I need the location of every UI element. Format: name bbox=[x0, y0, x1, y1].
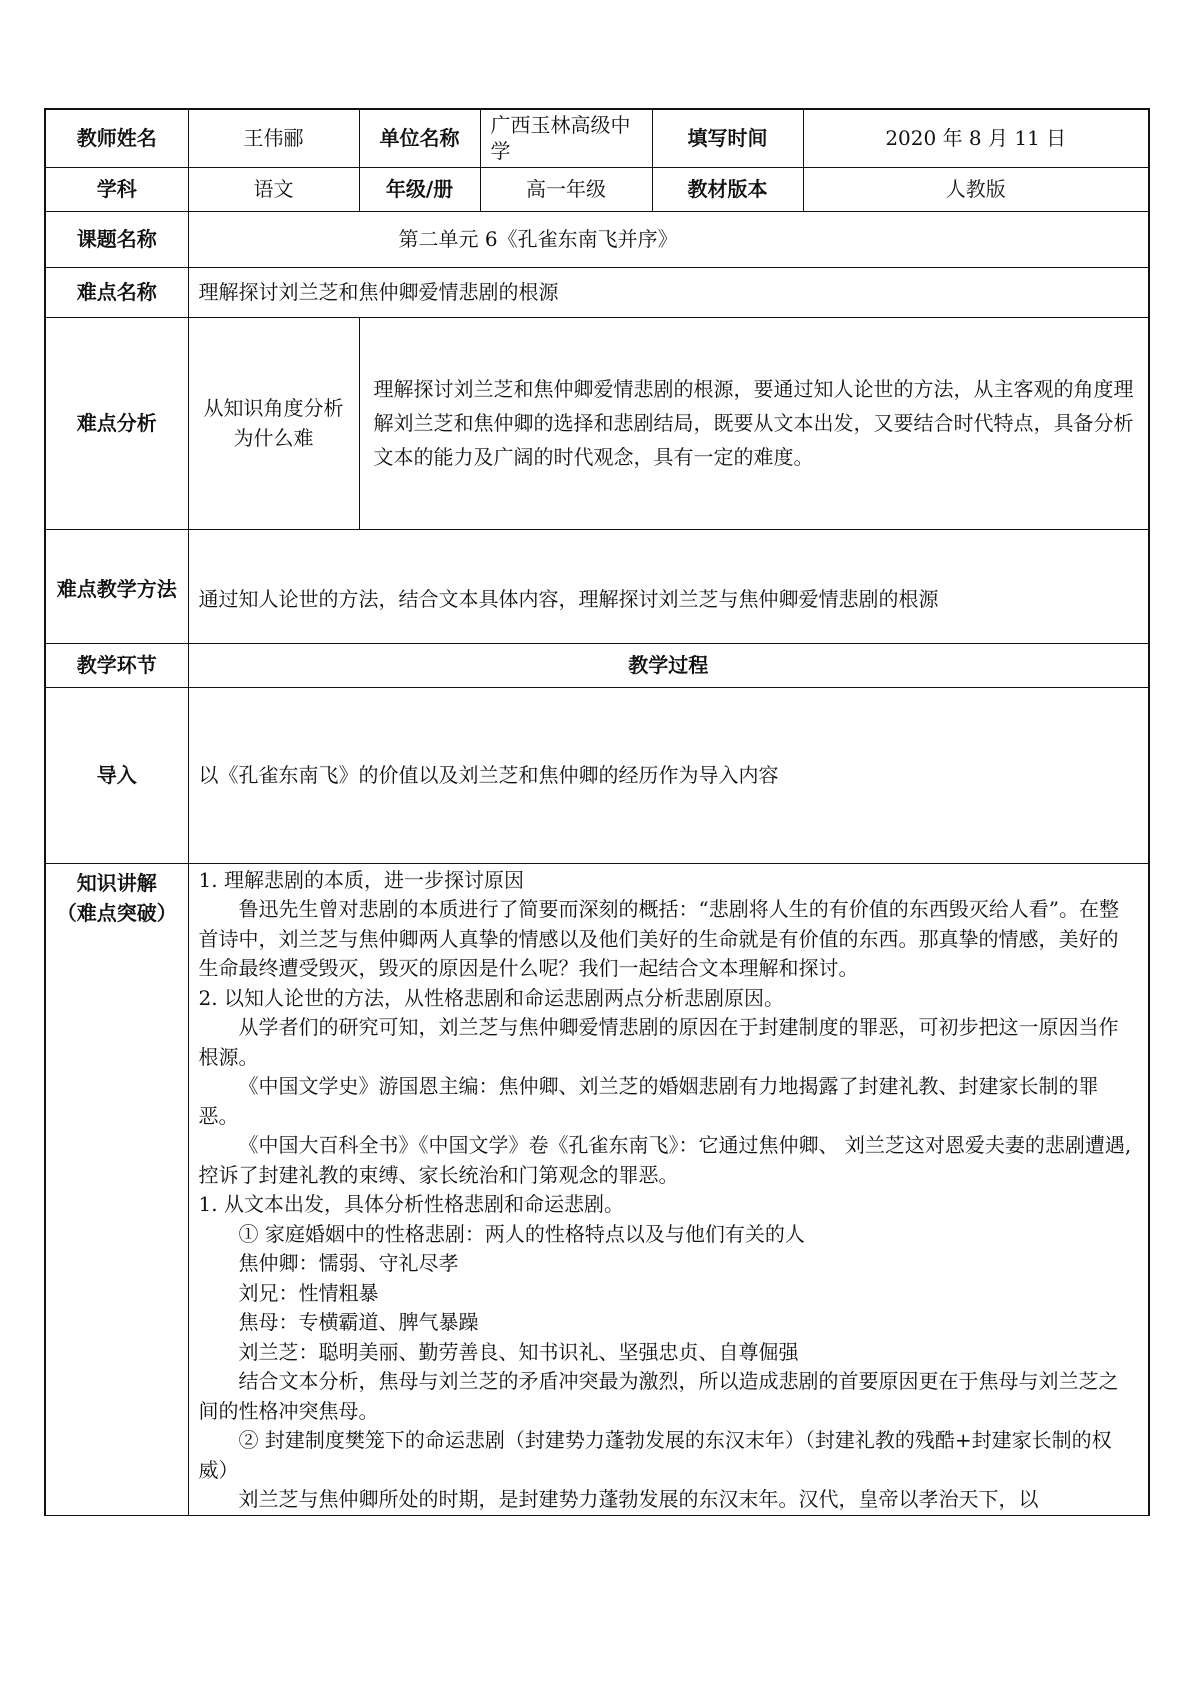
analysis-text: 理解探讨刘兰芝和焦仲卿爱情悲剧的根源，要通过知人论世的方法，从主客观的角度理解刘兰芝和焦仲卿的选择和悲剧结局，既要从文本出发，又要结合时代特点，具备分析文本的能力及广阔的时代观念，具有一定的难度。 bbox=[359, 317, 1149, 529]
knowledge-paragraph: 刘兰芝：聪明美丽、勤劳善良、知书识礼、坚强忠贞、自尊倔强 bbox=[238, 1339, 799, 1364]
difficulty-row bbox=[45, 267, 1149, 317]
teacher-name: 王伟郦 bbox=[188, 109, 359, 167]
lesson-plan-sheet bbox=[44, 108, 1148, 1516]
lesson-title: 第二单元 6《孔雀东南飞并序》 bbox=[188, 211, 1149, 267]
intro-text: 以《孔雀东南飞》的价值以及刘兰芝和焦仲卿的经历作为导入内容 bbox=[188, 687, 1149, 863]
stage-label: 教学环节 bbox=[45, 643, 188, 687]
knowledge-paragraph: 焦母：专横霸道、脾气暴躁 bbox=[238, 1310, 479, 1334]
method-text: 通过知人论世的方法，结合文本具体内容，理解探讨刘兰芝与焦仲卿爱情悲剧的根源 bbox=[188, 529, 1149, 643]
header-row-2 bbox=[45, 167, 1149, 211]
edition-label: 教材版本 bbox=[652, 167, 803, 211]
knowledge-paragraph: 1. 理解悲剧的本质，进一步探讨原因 bbox=[198, 867, 524, 892]
knowledge-paragraph: 《中国文学史》游国恩主编：焦仲卿、刘兰芝的婚姻悲剧有力地揭露了封建礼教、封建家长制的罪恶。 bbox=[198, 1074, 1099, 1128]
grade-value: 高一年级 bbox=[480, 167, 652, 211]
date-label: 填写时间 bbox=[652, 109, 803, 167]
knowledge-sublabel: （难点突破） bbox=[56, 900, 177, 925]
knowledge-row bbox=[45, 863, 1149, 1515]
knowledge-paragraph: ① 家庭婚姻中的性格悲剧：两人的性格特点以及与他们有关的人 bbox=[238, 1221, 805, 1246]
knowledge-paragraph: 2. 以知人论世的方法，从性格悲剧和命运悲剧两点分析悲剧原因。 bbox=[198, 985, 784, 1010]
knowledge-paragraph: 从学者们的研究可知，刘兰芝与焦仲卿爱情悲剧的原因在于封建制度的罪恶，可初步把这一原因当作根源。 bbox=[198, 1015, 1119, 1069]
process-label: 教学过程 bbox=[188, 643, 1149, 687]
teacher-label: 教师姓名 bbox=[45, 109, 188, 167]
difficulty-label: 难点名称 bbox=[45, 267, 188, 317]
knowledge-label: 知识讲解 bbox=[76, 870, 157, 895]
difficulty-name: 理解探讨刘兰芝和焦仲卿爱情悲剧的根源 bbox=[188, 267, 1149, 317]
knowledge-label-cell bbox=[45, 863, 188, 1515]
analysis-label: 难点分析 bbox=[45, 317, 188, 529]
knowledge-paragraph: 鲁迅先生曾对悲剧的本质进行了简要而深刻的概括：“悲剧将人生的有价值的东西毁灭给人看”。在整首诗中，刘兰芝与焦仲卿两人真挚的情感以及他们美好的生命就是有价值的东西。那真挚的情感，美好的生命最终遭受毁灭，毁灭的原因是什么呢？我们一起结合文本理解和探讨。 bbox=[198, 897, 1119, 980]
process-header-row bbox=[45, 643, 1149, 687]
subject-label: 学科 bbox=[45, 167, 188, 211]
lesson-plan-table bbox=[44, 108, 1150, 1516]
unit-name: 广西玉林高级中学 bbox=[480, 109, 652, 167]
method-row bbox=[45, 529, 1149, 643]
subject-value: 语文 bbox=[188, 167, 359, 211]
unit-label: 单位名称 bbox=[359, 109, 480, 167]
method-label: 难点教学方法 bbox=[45, 529, 188, 643]
intro-row bbox=[45, 687, 1149, 863]
knowledge-paragraph: 结合文本分析，焦母与刘兰芝的矛盾冲突最为激烈，所以造成悲剧的首要原因更在于焦母与刘兰芝之间的性格冲突焦母。 bbox=[198, 1369, 1119, 1423]
intro-label: 导入 bbox=[45, 687, 188, 863]
grade-label: 年级/册 bbox=[359, 167, 480, 211]
knowledge-paragraph: 《中国大百科全书》《中国文学》卷《孔雀东南飞》：它通过焦仲卿、 刘兰芝这对恩爱夫妻的悲剧遭遇,控诉了封建礼教的束缚、家长统治和门第观念的罪恶。 bbox=[198, 1133, 1132, 1187]
knowledge-paragraph: ② 封建制度樊笼下的命运悲剧（封建势力蓬勃发展的东汉末年）（封建礼教的残酷+封建家长制的权威） bbox=[198, 1428, 1112, 1482]
title-label: 课题名称 bbox=[45, 211, 188, 267]
title-row bbox=[45, 211, 1149, 267]
knowledge-paragraph: 1. 从文本出发，具体分析性格悲剧和命运悲剧。 bbox=[198, 1192, 624, 1216]
fill-date: 2020 年 8 月 11 日 bbox=[803, 109, 1149, 167]
knowledge-paragraph: 刘兰芝与焦仲卿所处的时期，是封建势力蓬勃发展的东汉末年。汉代，皇帝以孝治天下，以 bbox=[238, 1487, 1039, 1511]
analysis-row bbox=[45, 317, 1149, 529]
knowledge-paragraph: 刘兄：性情粗暴 bbox=[238, 1280, 379, 1305]
knowledge-content bbox=[188, 863, 1149, 1515]
edition-value: 人教版 bbox=[803, 167, 1149, 211]
analysis-angle: 从知识角度分析为什么难 bbox=[188, 317, 359, 529]
knowledge-paragraph: 焦仲卿：懦弱、守礼尽孝 bbox=[238, 1251, 459, 1275]
header-row-1 bbox=[45, 109, 1149, 167]
